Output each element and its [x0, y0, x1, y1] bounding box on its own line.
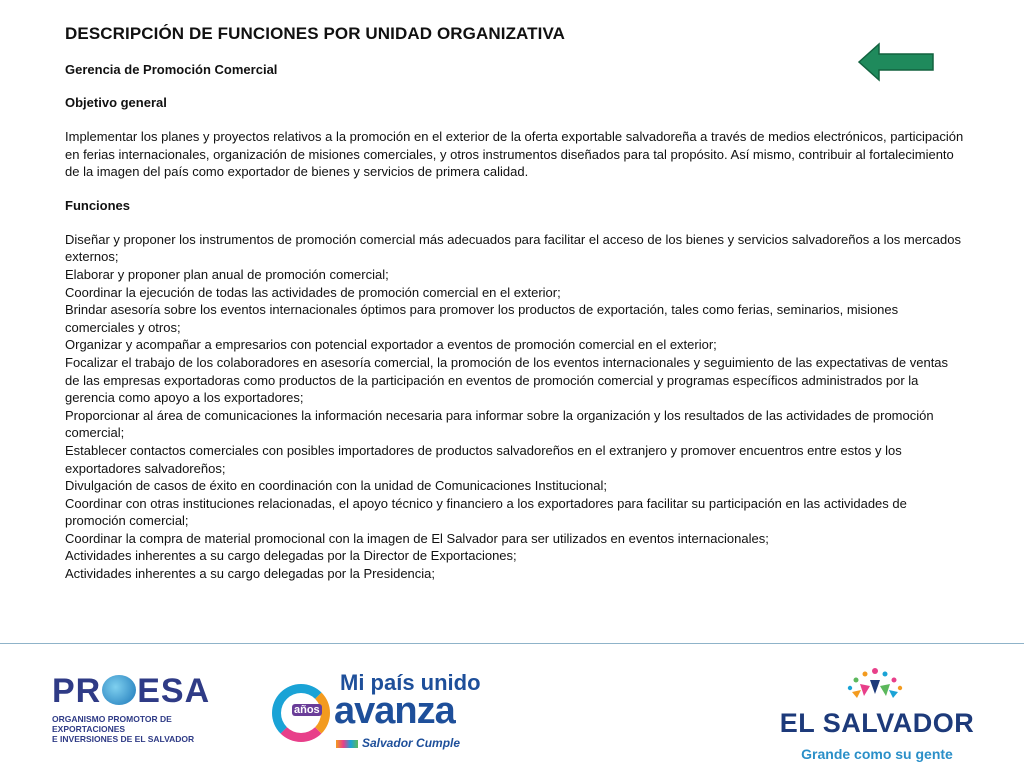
function-item: Diseñar y proponer los instrumentos de promoción comercial más adecuados para facilitar el acceso de los bienes y servicios salvadoreños a los mercados externos;: [65, 231, 961, 265]
proesa-name-right: ESA: [137, 672, 211, 710]
objective-text: Implementar los planes y proyectos relativos a la promoción en el exterior de la oferta exportable salvadoreña a través de medios electrónicos, participación en ferias internacionales, organización de misiones comerciales, y otros instrumentos diseñados para tal propósito. Así mismo, contribuir al fortalecimiento de la imagen del país como exportador de bienes y servicios de primera calidad.: [65, 129, 964, 180]
years-label: años: [294, 704, 320, 716]
function-item: Elaborar y proponer plan anual de promoción comercial;: [65, 266, 389, 282]
function-item: Organizar y acompañar a empresarios con potencial exportador a eventos de promoción comercial en el exterior;: [65, 337, 717, 353]
country-tagline: Grande como su gente: [801, 746, 953, 762]
function-item: Brindar asesoría sobre los eventos internacionales óptimos para promover los productos de exportación, tales como ferias, seminarios, misiones comerciales y otros;: [65, 302, 899, 335]
proesa-name-left: PR: [52, 672, 102, 710]
function-item: Coordinar la ejecución de todas las actividades de promoción comercial en el exterior;: [65, 284, 561, 300]
proesa-name: [52, 674, 222, 708]
people-dots-icon: [840, 666, 910, 700]
document-body: [65, 24, 965, 583]
globe-icon: [102, 675, 136, 705]
color-stripe-icon: [336, 740, 358, 748]
country-name: EL SALVADOR: [779, 708, 975, 738]
proesa-logo: [52, 674, 222, 744]
function-item: Establecer contactos comerciales con posibles importadores de productos salvadoreños en el extranjero y promover encuentros entre estos y los exportadores salvadoreños;: [65, 442, 902, 476]
campaign-line1: Mi país unido: [340, 670, 481, 695]
proesa-description-line2: E INVERSIONES DE EL SALVADOR: [52, 734, 195, 744]
function-item: Coordinar con otras instituciones relacionadas, el apoyo técnico y financiero a los exportadores para facilitar su participación en las actividades de promoción comercial;: [65, 495, 907, 529]
function-item: Proporcionar al área de comunicaciones la información necesaria para informar sobre la organización y los resultados de las actividades de promoción comercial;: [65, 407, 934, 441]
proesa-description: [52, 714, 222, 744]
campaign-line2: avanza: [334, 690, 455, 732]
page-title: DESCRIPCIÓN DE FUNCIONES POR UNIDAD ORGANIZATIVA: [65, 24, 566, 43]
function-item: Coordinar la compra de material promocional con la imagen de El Salvador para ser utilizados en eventos internacionales;: [65, 530, 769, 546]
proesa-description-line1: ORGANISMO PROMOTOR DE EXPORTACIONES: [52, 714, 172, 734]
footer: [0, 644, 1024, 768]
campaign-logo: [272, 670, 481, 762]
function-item: Divulgación de casos de éxito en coordinación con la unidad de Comunicaciones Institucional;: [65, 478, 608, 494]
el-salvador-logo: [772, 666, 982, 766]
functions-list: [65, 231, 965, 583]
function-item: Actividades inherentes a su cargo delegadas por la Director de Exportaciones;: [65, 548, 517, 564]
back-button[interactable]: [857, 42, 935, 82]
unit-name: Gerencia de Promoción Comercial: [65, 62, 278, 77]
campaign-line3: Salvador Cumple: [362, 736, 461, 750]
functions-heading: Funciones: [65, 197, 131, 213]
arrow-left-icon: [857, 42, 935, 82]
objective-heading: Objetivo general: [65, 95, 167, 110]
function-item: Focalizar el trabajo de los colaboradores en asesoría comercial, la promoción de los eventos internacionales y seguimiento de las expectativas de ventas de las empresas exportadoras como productos de la participación en eventos de promoción comercial y programas específicos administrados por la gerencia como apoyo a los exportadores;: [65, 354, 949, 406]
function-item: Actividades inherentes a su cargo delegadas por la Presidencia;: [65, 566, 436, 582]
